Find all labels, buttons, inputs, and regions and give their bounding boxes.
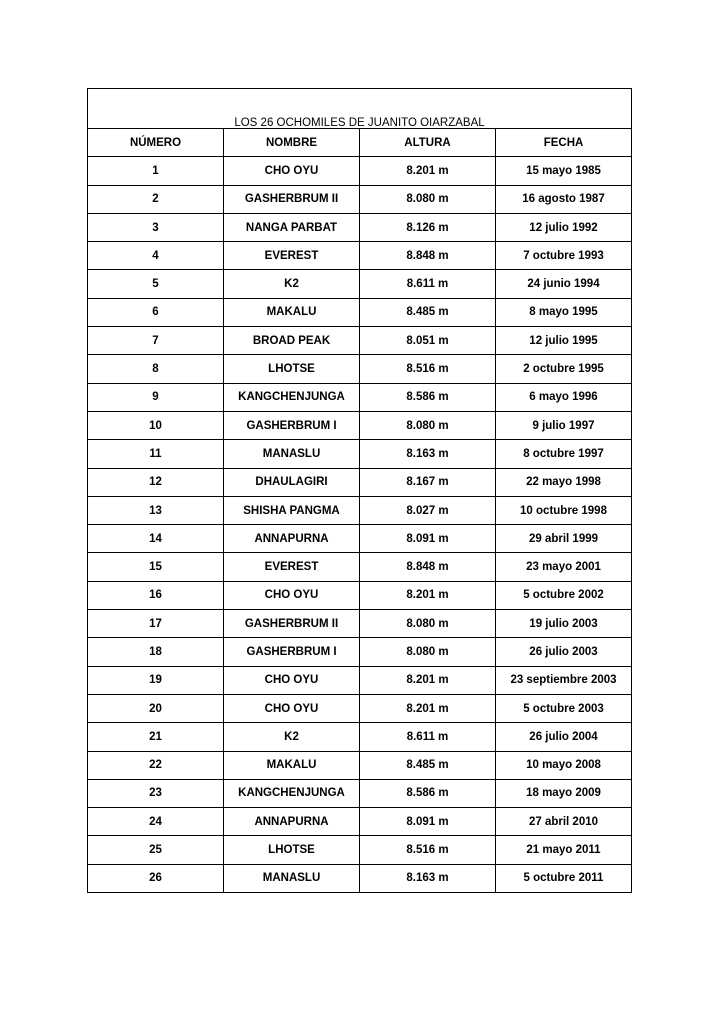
table-row (88, 213, 632, 241)
cell-fecha: 26 julio 2003 (496, 638, 632, 666)
cell-fecha: 18 mayo 2009 (496, 779, 632, 807)
cell-nombre: KANGCHENJUNGA (224, 779, 360, 807)
cell-fecha: 23 septiembre 2003 (496, 666, 632, 694)
cell-numero: 14 (88, 525, 224, 553)
cell-fecha: 9 julio 1997 (496, 411, 632, 439)
cell-nombre: EVEREST (224, 242, 360, 270)
cell-nombre: K2 (224, 270, 360, 298)
cell-altura: 8.080 m (360, 638, 496, 666)
cell-altura: 8.080 m (360, 185, 496, 213)
cell-fecha: 8 mayo 1995 (496, 298, 632, 326)
cell-nombre: MANASLU (224, 440, 360, 468)
table-row (88, 440, 632, 468)
table-row (88, 327, 632, 355)
cell-numero: 24 (88, 808, 224, 836)
cell-nombre: K2 (224, 723, 360, 751)
cell-nombre: MAKALU (224, 298, 360, 326)
cell-numero: 6 (88, 298, 224, 326)
cell-nombre: ANNAPURNA (224, 808, 360, 836)
table-title: LOS 26 OCHOMILES DE JUANITO OIARZABAL (234, 116, 485, 129)
cell-nombre: DHAULAGIRI (224, 468, 360, 496)
cell-numero: 4 (88, 242, 224, 270)
cell-fecha: 5 octubre 2002 (496, 581, 632, 609)
cell-numero: 15 (88, 553, 224, 581)
cell-nombre: NANGA PARBAT (224, 213, 360, 241)
table-row (88, 355, 632, 383)
table-row (88, 638, 632, 666)
cell-numero: 17 (88, 610, 224, 638)
cell-fecha: 24 junio 1994 (496, 270, 632, 298)
table-title-cell (88, 89, 632, 129)
cell-fecha: 21 mayo 2011 (496, 836, 632, 864)
cell-numero: 1 (88, 157, 224, 185)
cell-numero: 2 (88, 185, 224, 213)
table-row (88, 836, 632, 864)
cell-numero: 13 (88, 496, 224, 524)
cell-altura: 8.848 m (360, 242, 496, 270)
table-row (88, 468, 632, 496)
column-header-numero: NÚMERO (88, 129, 224, 157)
table-row (88, 298, 632, 326)
table-row (88, 581, 632, 609)
cell-altura: 8.485 m (360, 751, 496, 779)
cell-nombre: MAKALU (224, 751, 360, 779)
cell-altura: 8.201 m (360, 157, 496, 185)
cell-altura: 8.091 m (360, 808, 496, 836)
cell-numero: 22 (88, 751, 224, 779)
cell-nombre: CHO OYU (224, 694, 360, 722)
cell-fecha: 10 mayo 2008 (496, 751, 632, 779)
cell-altura: 8.516 m (360, 355, 496, 383)
cell-fecha: 5 octubre 2003 (496, 694, 632, 722)
cell-numero: 9 (88, 383, 224, 411)
cell-nombre: LHOTSE (224, 836, 360, 864)
table-row (88, 242, 632, 270)
cell-fecha: 2 octubre 1995 (496, 355, 632, 383)
cell-altura: 8.126 m (360, 213, 496, 241)
table-row (88, 666, 632, 694)
table-row (88, 553, 632, 581)
table-title-row (88, 89, 632, 129)
table-row (88, 157, 632, 185)
cell-fecha: 23 mayo 2001 (496, 553, 632, 581)
cell-altura: 8.586 m (360, 779, 496, 807)
cell-nombre: CHO OYU (224, 581, 360, 609)
cell-numero: 5 (88, 270, 224, 298)
cell-fecha: 19 julio 2003 (496, 610, 632, 638)
cell-fecha: 8 octubre 1997 (496, 440, 632, 468)
column-header-altura: ALTURA (360, 129, 496, 157)
cell-numero: 18 (88, 638, 224, 666)
cell-numero: 26 (88, 864, 224, 892)
table-row (88, 610, 632, 638)
cell-numero: 20 (88, 694, 224, 722)
cell-fecha: 26 julio 2004 (496, 723, 632, 751)
cell-fecha: 12 julio 1992 (496, 213, 632, 241)
ochomiles-table (87, 88, 632, 893)
cell-fecha: 10 octubre 1998 (496, 496, 632, 524)
cell-altura: 8.167 m (360, 468, 496, 496)
cell-fecha: 22 mayo 1998 (496, 468, 632, 496)
cell-altura: 8.080 m (360, 610, 496, 638)
cell-nombre: KANGCHENJUNGA (224, 383, 360, 411)
table-row (88, 808, 632, 836)
cell-nombre: GASHERBRUM II (224, 185, 360, 213)
cell-nombre: GASHERBRUM II (224, 610, 360, 638)
cell-altura: 8.163 m (360, 440, 496, 468)
table-header-row (88, 129, 632, 157)
cell-fecha: 16 agosto 1987 (496, 185, 632, 213)
cell-numero: 23 (88, 779, 224, 807)
column-header-fecha: FECHA (496, 129, 632, 157)
cell-numero: 19 (88, 666, 224, 694)
table-row (88, 694, 632, 722)
cell-altura: 8.516 m (360, 836, 496, 864)
cell-altura: 8.051 m (360, 327, 496, 355)
cell-fecha: 5 octubre 2011 (496, 864, 632, 892)
cell-numero: 21 (88, 723, 224, 751)
cell-altura: 8.485 m (360, 298, 496, 326)
cell-numero: 12 (88, 468, 224, 496)
cell-altura: 8.201 m (360, 694, 496, 722)
table-row (88, 525, 632, 553)
cell-altura: 8.027 m (360, 496, 496, 524)
table-row (88, 411, 632, 439)
cell-nombre: SHISHA PANGMA (224, 496, 360, 524)
cell-nombre: CHO OYU (224, 666, 360, 694)
cell-nombre: MANASLU (224, 864, 360, 892)
cell-numero: 10 (88, 411, 224, 439)
cell-fecha: 7 octubre 1993 (496, 242, 632, 270)
cell-nombre: LHOTSE (224, 355, 360, 383)
column-header-nombre: NOMBRE (224, 129, 360, 157)
cell-altura: 8.201 m (360, 581, 496, 609)
cell-altura: 8.586 m (360, 383, 496, 411)
cell-altura: 8.611 m (360, 723, 496, 751)
table-row (88, 383, 632, 411)
table-row (88, 779, 632, 807)
cell-numero: 8 (88, 355, 224, 383)
table-row (88, 496, 632, 524)
table-row (88, 751, 632, 779)
cell-fecha: 15 mayo 1985 (496, 157, 632, 185)
cell-altura: 8.163 m (360, 864, 496, 892)
cell-altura: 8.611 m (360, 270, 496, 298)
cell-nombre: ANNAPURNA (224, 525, 360, 553)
cell-numero: 3 (88, 213, 224, 241)
table-row (88, 185, 632, 213)
cell-fecha: 27 abril 2010 (496, 808, 632, 836)
cell-fecha: 12 julio 1995 (496, 327, 632, 355)
cell-altura: 8.091 m (360, 525, 496, 553)
cell-nombre: CHO OYU (224, 157, 360, 185)
cell-nombre: GASHERBRUM I (224, 638, 360, 666)
cell-altura: 8.848 m (360, 553, 496, 581)
cell-numero: 25 (88, 836, 224, 864)
table-body (88, 89, 632, 893)
cell-altura: 8.201 m (360, 666, 496, 694)
cell-numero: 11 (88, 440, 224, 468)
table-row (88, 270, 632, 298)
table-row (88, 723, 632, 751)
cell-numero: 16 (88, 581, 224, 609)
cell-fecha: 29 abril 1999 (496, 525, 632, 553)
cell-nombre: EVEREST (224, 553, 360, 581)
cell-numero: 7 (88, 327, 224, 355)
cell-nombre: BROAD PEAK (224, 327, 360, 355)
cell-nombre: GASHERBRUM I (224, 411, 360, 439)
cell-altura: 8.080 m (360, 411, 496, 439)
cell-fecha: 6 mayo 1996 (496, 383, 632, 411)
table-row (88, 864, 632, 892)
